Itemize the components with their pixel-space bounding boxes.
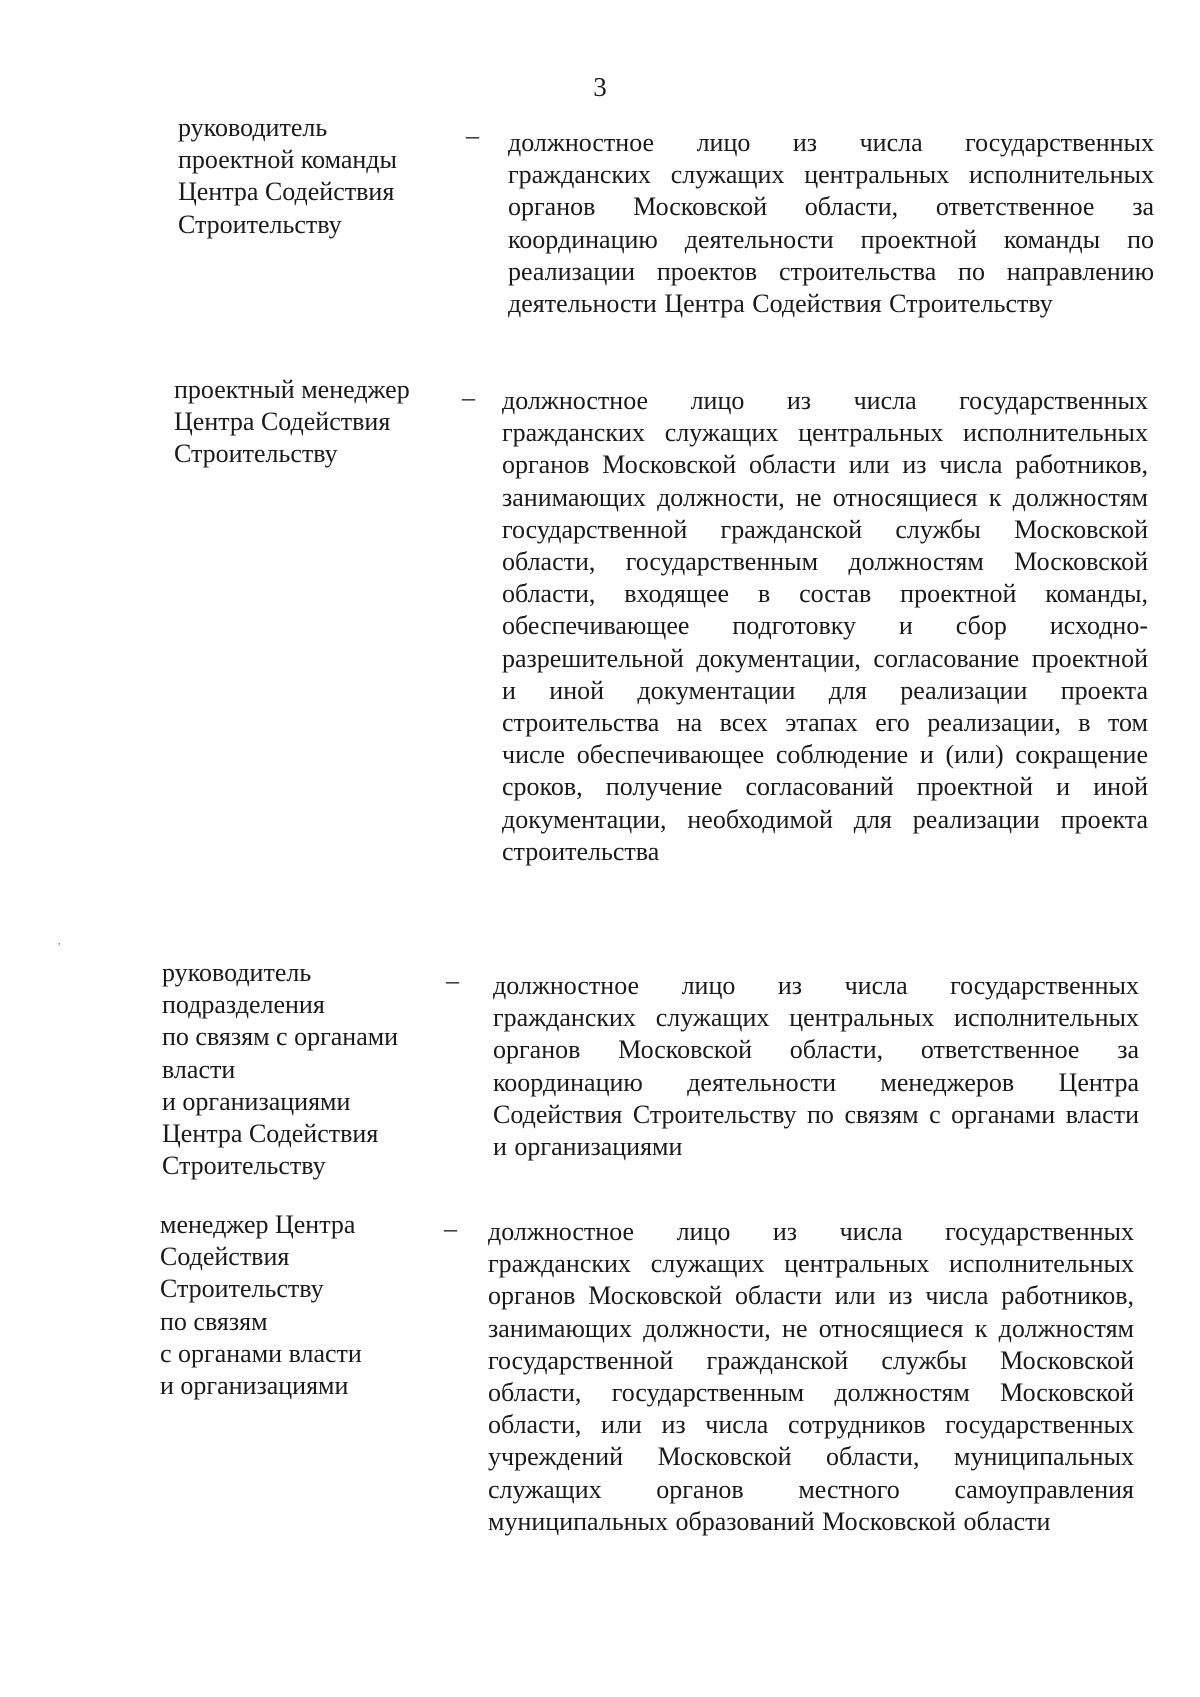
scan-artifact: ,: [58, 936, 61, 947]
entry-dash: –: [466, 121, 479, 150]
page-number: 3: [593, 72, 607, 102]
entry-dash: –: [462, 383, 475, 412]
entry-term: менеджер Центра Содействия Строительству по связям с органами власти и организациями: [160, 1210, 362, 1401]
entry-term: руководитель проектной команды Центра Содействия Строительству: [178, 113, 397, 239]
entry-dash: –: [444, 1214, 457, 1243]
entry-definition: должностное лицо из числа государственных гражданских служащих центральных исполнительных органов Московской области или из числа работников, занимающих должности, не относящиеся к должностям государственной гражданской службы Московской области, государственным должностям Московской области, входящее в состав проектной команды, обеспечивающее подготовку и сбор исходно-разрешительной документации, согласование проектной и иной документации для реализации проекта строительства на всех этапах его реализации, в том числе обеспечивающее соблюдение и (или) сокращение сроков, получение согласований проектной и иной документации, необходимой для реализации проекта строительства: [502, 386, 1148, 866]
entry-definition: должностное лицо из числа государственных гражданских служащих центральных исполнительных органов Московской области, ответственное за координацию деятельности проектной команды по реализации проектов строительства по направлению деятельности Центра Содействия Строительству: [508, 128, 1154, 319]
entry-definition: должностное лицо из числа государственных гражданских служащих центральных исполнительных органов Московской области, ответственное за координацию деятельности менеджеров Центра Содействия Строительству по связям с органами власти и организациями: [493, 971, 1139, 1162]
entry-term: руководитель подразделения по связям с органами власти и организациями Центра Содействия Строительству: [162, 958, 399, 1181]
entry-definition: должностное лицо из числа государственных гражданских служащих центральных исполнительных органов Московской области или из числа работников, занимающих должности, не относящиеся к должностям государственной гражданской службы Московской области, государственным должностям Московской области, или из числа сотрудников государственных учреждений Московской области, муниципальных служащих органов местного самоуправления муниципальных образований Московской области: [488, 1217, 1134, 1536]
entry-dash: –: [446, 966, 459, 995]
entry-term: проектный менеджер Центра Содействия Строительству: [174, 375, 410, 469]
